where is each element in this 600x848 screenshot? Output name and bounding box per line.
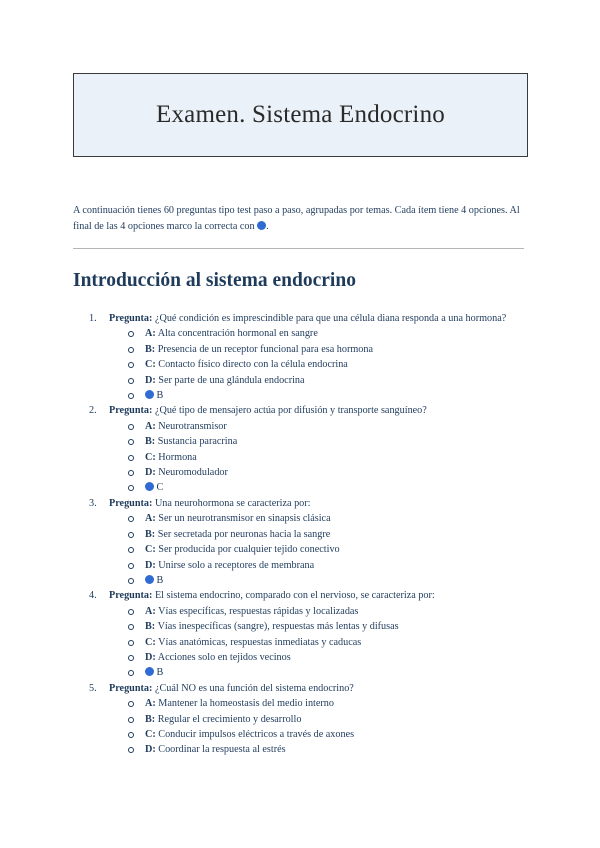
option-text: Ser parte de una glándula endocrina — [158, 374, 305, 386]
hollow-bullet-icon — [128, 378, 134, 384]
option-text: Coordinar la respuesta al estrés — [158, 744, 286, 756]
option-item — [145, 742, 528, 757]
question-text — [109, 588, 528, 603]
question-list — [73, 311, 528, 758]
option-text: Regular el crecimiento y desarrollo — [157, 713, 302, 725]
hollow-bullet-icon — [128, 701, 134, 707]
question-number: 5. — [89, 682, 97, 694]
question-body: ¿Qué condición es imprescindible para que una célula diana responda a una hormona? — [154, 313, 507, 324]
blue-circle-icon — [145, 575, 154, 584]
option-key: D: — [145, 467, 156, 479]
option-list — [109, 696, 528, 758]
hollow-bullet-icon — [128, 624, 134, 630]
option-key: C: — [145, 451, 156, 463]
option-item — [145, 465, 528, 480]
option-item — [145, 450, 528, 465]
option-item — [145, 419, 528, 434]
question-item — [73, 496, 528, 588]
option-key: A: — [145, 513, 156, 525]
option-item — [145, 511, 528, 526]
option-key: B: — [145, 436, 156, 448]
option-text: Unirse solo a receptores de membrana — [158, 559, 315, 571]
hollow-bullet-icon — [128, 455, 134, 461]
option-item — [145, 527, 528, 542]
option-item — [145, 727, 528, 742]
option-key: D: — [145, 651, 156, 663]
question-text — [109, 311, 528, 326]
option-text: Alta concentración hormonal en sangre — [157, 328, 318, 340]
answer-letter: B — [156, 574, 164, 586]
option-item — [145, 342, 528, 357]
answer-letter: B — [156, 667, 164, 679]
blue-circle-icon — [257, 221, 266, 230]
option-item — [145, 373, 528, 388]
option-item — [145, 558, 528, 573]
option-list — [109, 604, 528, 681]
option-item — [145, 326, 528, 341]
hollow-bullet-icon — [128, 747, 134, 753]
option-key: D: — [145, 744, 156, 756]
hollow-bullet-icon — [128, 609, 134, 615]
option-text: Conducir impulsos eléctricos a través de axones — [158, 728, 355, 740]
option-text: Hormona — [158, 451, 197, 463]
option-key: C: — [145, 544, 156, 556]
option-item — [145, 635, 528, 650]
blue-circle-icon — [145, 667, 154, 676]
hollow-bullet-icon — [128, 331, 134, 337]
answer-item — [145, 665, 528, 680]
option-key: B: — [145, 621, 156, 633]
option-key: D: — [145, 559, 156, 571]
question-body: ¿Qué tipo de mensajero actúa por difusión y transporte sanguíneo? — [154, 405, 427, 417]
question-number: 3. — [89, 497, 97, 509]
option-item — [145, 604, 528, 619]
question-item — [73, 588, 528, 680]
option-key: C: — [145, 728, 156, 740]
answer-item — [145, 388, 528, 403]
hollow-bullet-icon — [128, 655, 134, 661]
page-title: Examen. Sistema Endocrino — [156, 101, 445, 128]
intro-paragraph — [73, 203, 528, 234]
question-label: Pregunta: — [109, 313, 153, 324]
option-text: Neuromodulador — [158, 467, 228, 479]
hollow-bullet-icon — [128, 347, 134, 353]
option-key: B: — [145, 343, 156, 355]
intro-text: A continuación tienes 60 preguntas tipo test paso a paso, agrupadas por temas. Cada ítem tiene 4 opciones. Al final de las 4 opciones marco la correcta con — [73, 205, 520, 232]
option-text: Mantener la homeostasis del medio interno — [158, 698, 334, 710]
divider — [73, 248, 524, 249]
option-text: Acciones solo en tejidos vecinos — [157, 651, 291, 663]
option-key: B: — [145, 528, 156, 540]
option-text: Ser secretada por neuronas hacia la sangre — [157, 528, 331, 540]
answer-letter: B — [156, 390, 164, 402]
hollow-bullet-icon — [128, 393, 134, 399]
intro-text-end: . — [266, 220, 269, 232]
option-key: A: — [145, 698, 156, 710]
question-text — [109, 681, 528, 696]
hollow-bullet-icon — [128, 563, 134, 569]
option-key: C: — [145, 636, 156, 648]
option-item — [145, 650, 528, 665]
option-item — [145, 712, 528, 727]
question-item — [73, 311, 528, 403]
option-text: Vías específicas, respuestas rápidas y localizadas — [158, 605, 359, 617]
option-key: A: — [145, 328, 156, 340]
blue-circle-icon — [145, 482, 154, 491]
question-label: Pregunta: — [109, 497, 153, 509]
option-key: C: — [145, 359, 156, 371]
question-body: Una neurohormona se caracteriza por: — [154, 497, 311, 509]
blue-circle-icon — [145, 390, 154, 399]
answer-item — [145, 573, 528, 588]
hollow-bullet-icon — [128, 547, 134, 553]
option-text: Vías inespecíficas (sangre), respuestas más lentas y difusas — [157, 621, 399, 633]
answer-item — [145, 480, 528, 495]
question-body: ¿Cuál NO es una función del sistema endocrino? — [154, 682, 354, 694]
answer-letter: C — [156, 482, 164, 494]
question-label: Pregunta: — [109, 682, 153, 694]
question-label: Pregunta: — [109, 590, 153, 602]
option-list — [109, 419, 528, 496]
question-text — [109, 403, 528, 418]
question-label: Pregunta: — [109, 405, 153, 417]
hollow-bullet-icon — [128, 670, 134, 676]
option-item — [145, 619, 528, 634]
option-item — [145, 542, 528, 557]
hollow-bullet-icon — [128, 470, 134, 476]
question-body: El sistema endocrino, comparado con el nervioso, se caracteriza por: — [154, 590, 435, 602]
option-text: Ser producida por cualquier tejido conectivo — [158, 544, 340, 556]
hollow-bullet-icon — [128, 439, 134, 445]
hollow-bullet-icon — [128, 732, 134, 738]
title-box — [73, 73, 528, 157]
question-number: 1. — [89, 313, 97, 324]
hollow-bullet-icon — [128, 424, 134, 430]
hollow-bullet-icon — [128, 532, 134, 538]
option-item — [145, 357, 528, 372]
option-key: A: — [145, 420, 156, 432]
option-item — [145, 434, 528, 449]
option-item — [145, 696, 528, 711]
option-key: B: — [145, 713, 156, 725]
section-title: Introducción al sistema endocrino — [73, 270, 356, 291]
question-item — [73, 403, 528, 495]
option-text: Ser un neurotransmisor en sinapsis clásica — [158, 513, 331, 525]
hollow-bullet-icon — [128, 485, 134, 491]
hollow-bullet-icon — [128, 516, 134, 522]
question-item — [73, 681, 528, 758]
question-text — [109, 496, 528, 511]
hollow-bullet-icon — [128, 362, 134, 368]
hollow-bullet-icon — [128, 578, 134, 584]
option-text: Sustancia paracrina — [157, 436, 238, 448]
option-list — [109, 511, 528, 588]
option-key: D: — [145, 374, 156, 386]
hollow-bullet-icon — [128, 640, 134, 646]
hollow-bullet-icon — [128, 717, 134, 723]
option-text: Neurotransmisor — [158, 420, 227, 432]
option-list — [109, 326, 528, 403]
option-text: Contacto físico directo con la célula endocrina — [158, 359, 348, 371]
option-text: Presencia de un receptor funcional para esa hormona — [157, 343, 373, 355]
option-key: A: — [145, 605, 156, 617]
question-number: 4. — [89, 590, 97, 602]
option-text: Vías anatómicas, respuestas inmediatas y caducas — [158, 636, 362, 648]
question-number: 2. — [89, 405, 97, 417]
